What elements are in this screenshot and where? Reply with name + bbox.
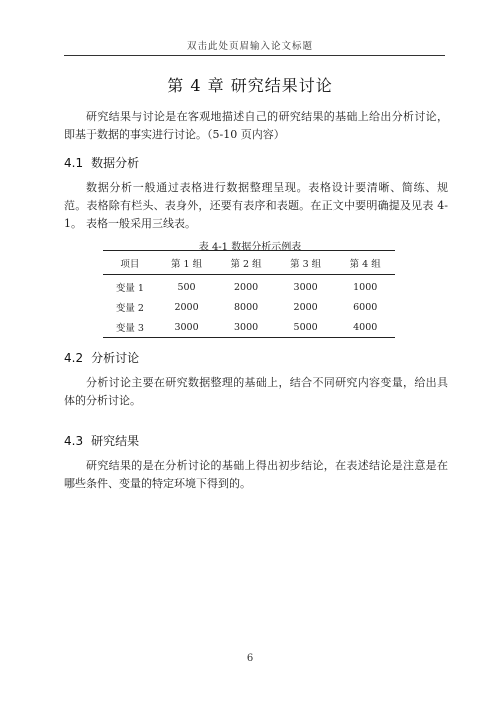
table-caption: 表 4-1 数据分析示例表 xyxy=(198,242,302,253)
chapter-title: 第 4 章 研究结果讨论 xyxy=(167,76,333,95)
section-number: 4.1 xyxy=(64,156,84,170)
section-number: 4.3 xyxy=(64,434,84,448)
section-4-2-paragraph: 分析讨论主要在研究数据整理的基础上，结合不同研究内容变量，给出具体的分析讨论。 xyxy=(64,376,448,407)
table-cell: 6000 xyxy=(353,301,378,313)
data-table xyxy=(103,250,395,338)
page-number: 6 xyxy=(246,653,254,664)
section-4-1-paragraph: 数据分析一般通过表格进行数据整理呈现。表格设计要清晰、简练、规范。表格除有栏头、表身外，还要有表序和表题。在正文中要明确提及见表 4-1。 xyxy=(64,181,448,230)
header-cell: 第 3 组 xyxy=(290,258,322,270)
table-cell: 变量 2 xyxy=(115,303,144,314)
table-header-row xyxy=(103,251,395,275)
table-cell: 2000 xyxy=(174,301,199,313)
table-cell: 1000 xyxy=(353,281,378,293)
table-cell: 500 xyxy=(177,281,196,293)
section-4-1-paragraph-2: 表格一般采用三线表。 xyxy=(86,217,196,230)
section-4-3-paragraph: 研究结果的是在分析讨论的基础上得出初步结论，在表述结论是注意是在哪些条件、变量的特定环境下得到的。 xyxy=(64,459,448,490)
section-title: 分析讨论 xyxy=(91,351,140,365)
header-cell: 项目 xyxy=(120,258,140,270)
table-cell: 变量 1 xyxy=(115,283,144,294)
table-cell: 3000 xyxy=(233,321,259,333)
table-row xyxy=(103,297,395,317)
table-cell: 2000 xyxy=(293,301,318,313)
section-title: 研究结果 xyxy=(91,434,140,448)
header-rule xyxy=(64,55,445,56)
header-cell: 第 1 组 xyxy=(170,258,203,270)
table-cell: 8000 xyxy=(233,301,259,313)
table-cell: 4000 xyxy=(353,321,378,333)
table-cell: 3000 xyxy=(293,281,318,293)
section-number: 4.2 xyxy=(64,351,84,365)
page-header: 双击此处页眉输入论文标题 xyxy=(186,41,313,52)
section-heading-4-3 xyxy=(64,432,139,449)
intro-paragraph: 研究结果与讨论是在客观地描述自己的研究结果的基础上给出分析讨论，即基于数据的事实进行讨论。（5-10 页内容） xyxy=(64,110,448,141)
section-heading-4-2 xyxy=(64,349,139,366)
table-cell: 2000 xyxy=(233,281,259,293)
table-row xyxy=(103,317,395,338)
table-row xyxy=(103,275,395,298)
table-cell: 3000 xyxy=(174,321,199,333)
header-cell: 第 4 组 xyxy=(349,258,381,270)
table-cell: 变量 3 xyxy=(115,323,144,334)
section-heading-4-1 xyxy=(64,154,139,171)
header-cell: 第 2 组 xyxy=(230,258,262,270)
section-title: 数据分析 xyxy=(91,156,140,170)
table-cell: 5000 xyxy=(293,321,318,333)
